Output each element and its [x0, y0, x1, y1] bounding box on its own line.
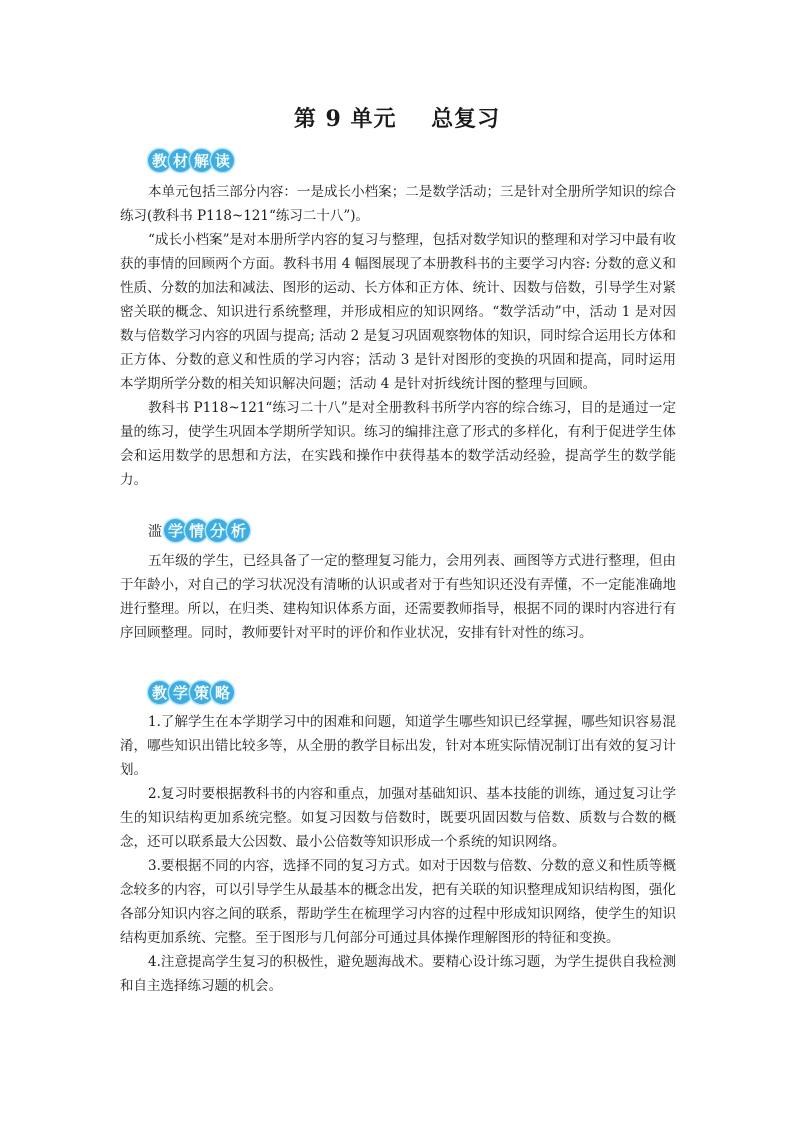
section-badge-teaching-strategy [148, 681, 232, 704]
section-body-textbook-interpretation [120, 180, 676, 492]
badge-char: 读 [211, 149, 234, 172]
section-body-student-analysis [120, 549, 676, 645]
paragraph: 教科书 P118~121“练习二十八”是对全册教科书所学内容的综合练习，目的是通过一定量的练习，使学生巩固本学期所学知识。练习的编排注意了形式的多样化，有利于促进学生体会和运用数学的思想和方法，在实践和操作中获得基本的数学活动经验，提高学生的数学能力。 [120, 400, 676, 488]
section-body-teaching-strategy [120, 710, 676, 998]
badge-char: 教 [148, 149, 171, 172]
paragraph: 3.要根据不同的内容，选择不同的复习方式。如对于因数与倍数、分数的意义和性质等概念较多的内容，可以引导学生从最基本的概念出发，把有关联的知识整理成知识结构图，强化各部分知识内容之间的联系，帮助学生在梳理学习内容的过程中形成知识网络，使学生的知识结构更加系统、完整。至于图形与几何部分可通过具体操作理解图形的特征和变换。 [120, 858, 676, 946]
paragraph: 1.了解学生在本学期学习中的困难和问题，知道学生哪些知识已经掌握，哪些知识容易混淆，哪些知识出错比较多等，从全册的教学目标出发，针对本班实际情况制订出有效的复习计划。 [120, 714, 676, 778]
badge-char: 情 [185, 519, 208, 542]
section-badge-textbook-interpretation [148, 149, 232, 172]
badge-char: 学 [169, 681, 192, 704]
badge-char: 学 [164, 519, 187, 542]
paragraph: 本单元包括三部分内容：一是成长小档案；二是数学活动；三是针对全册所学知识的综合练习(教科书 P118~121“练习二十八”)。 [120, 184, 676, 224]
badge-char: 析 [227, 519, 250, 542]
section-badge-student-analysis [148, 519, 248, 542]
paragraph: 2.复习时要根据教科书的内容和重点，加强对基础知识、基本技能的训练，通过复习让学生的知识结构更加系统完整。如复习因数与倍数时，既要巩固因数与倍数、质数与合数的概念，还可以联系最大公因数、最小公倍数等知识形成一个系统的知识网络。 [120, 786, 676, 850]
badge-char: 策 [190, 681, 213, 704]
paragraph: 五年级的学生，已经具备了一定的整理复习能力，会用列表、画图等方式进行整理，但由于年龄小，对自己的学习状况没有清晰的认识或者对于有些知识还没有弄懂，不一定能准确地进行整理。所以，在归类、建构知识体系方面，还需要教师指导，根据不同的课时内容进行有序回顾整理。同时，教师要针对平时的评价和作业状况，安排有针对性的练习。 [120, 553, 676, 641]
page-title: 第 9 单元 总复习 [293, 106, 501, 132]
paragraph: 4.注意提高学生复习的积极性，避免题海战术。要精心设计练习题，为学生提供自我检测和自主选择练习题的机会。 [120, 954, 676, 994]
badge-char: 教 [148, 681, 171, 704]
badge-char: 解 [190, 149, 213, 172]
badge-char: 分 [206, 519, 229, 542]
badge-char: 材 [169, 149, 192, 172]
paragraph: “成长小档案”是对本册所学内容的复习与整理，包括对数学知识的整理和对学习中最有收获的事情的回顾两个方面。教科书用 4 幅图展现了本册教科书的主要学习内容: 分数的意义和性质、分数的加法和减法、图形的运动、长方体和正方体、统计、因数与倍数，引导学生对紧密关联的概念、知识进行系统整理，并形成相应的知识网络。“数学活动”中，活动 1 是对因数与倍数学习内容的巩固与提高; 活动 2 是复习巩固观察物体的知识，同时综合运用长方体和正方体、分数的意义和性质的学习内容；活动 3 是针对图形的变换的巩固和提高，同时运用本学期所学分数的相关知识解决问题；活动 4 是针对折线统计图的整理与回顾。 [120, 232, 676, 392]
badge-char: 略 [211, 681, 234, 704]
badge-prefix: 滥 [148, 523, 162, 540]
